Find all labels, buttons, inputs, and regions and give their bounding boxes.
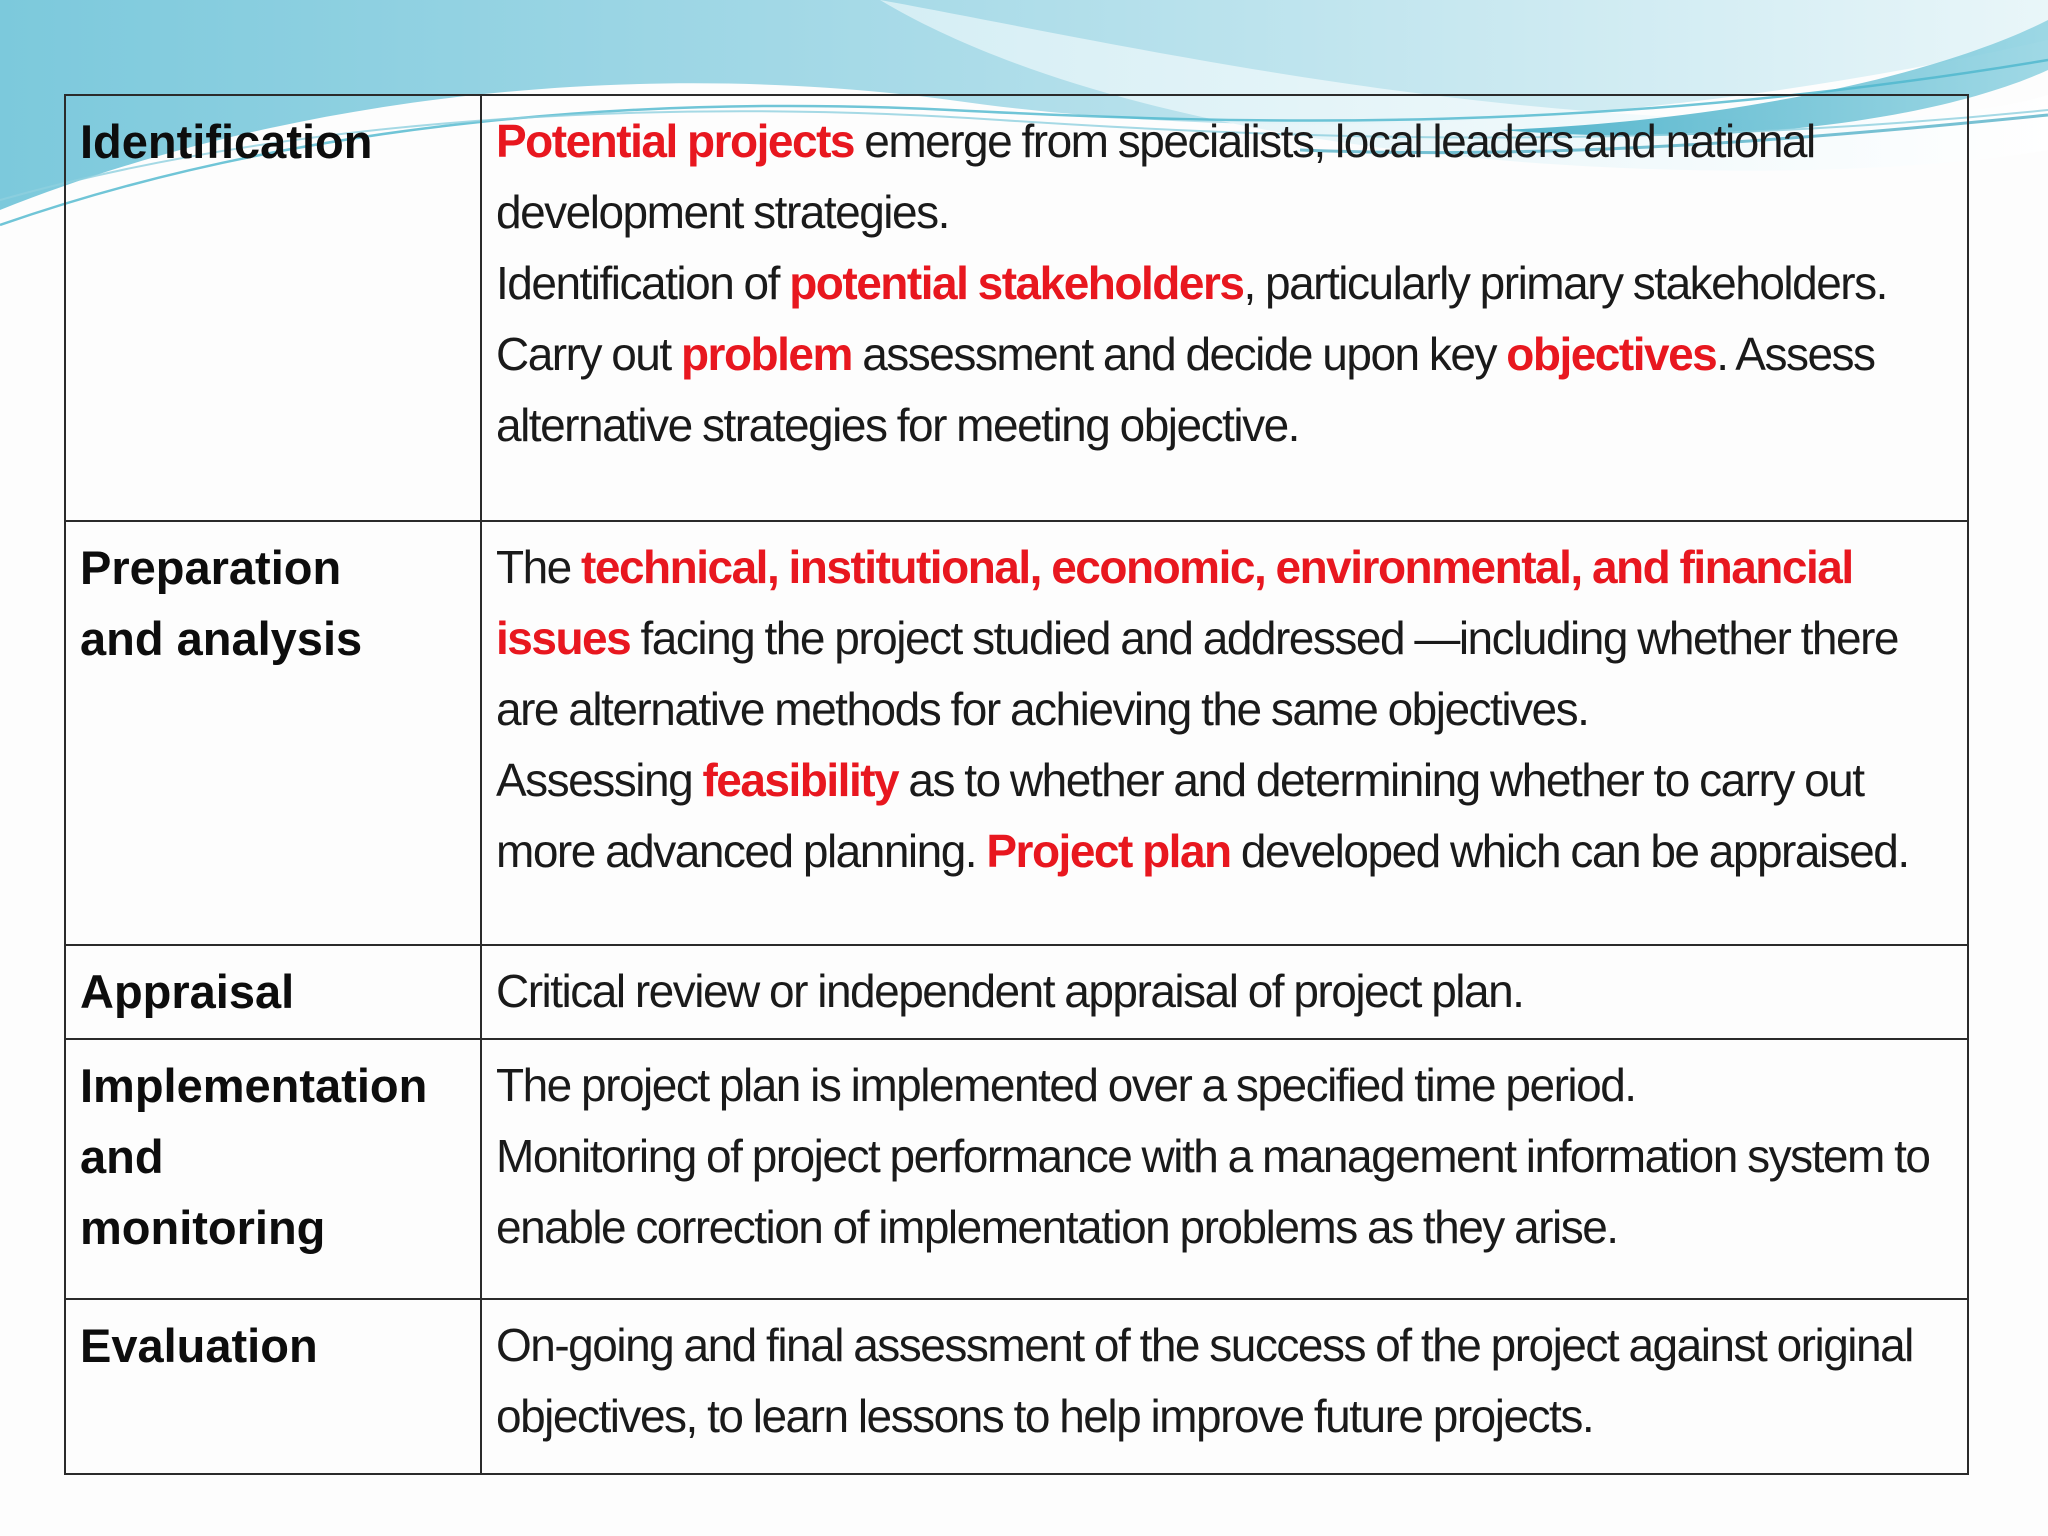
description-line <box>496 603 1951 674</box>
description-line <box>496 106 1951 177</box>
description-text: developed which can be appraised. <box>1230 825 1909 877</box>
description-text: Assessing <box>496 754 703 806</box>
description-text: The <box>496 541 582 593</box>
highlight-term: problem <box>680 328 852 380</box>
description-line <box>496 1381 1951 1452</box>
description-text: Monitoring of project performance with a management information system to <box>496 1130 1930 1182</box>
table-row <box>65 95 1968 521</box>
description-line <box>496 248 1951 319</box>
stage-label: Appraisal <box>65 945 481 1039</box>
description-text: Critical review or independent appraisal of project plan. <box>496 965 1524 1017</box>
description-text: . Assess <box>1716 328 1875 380</box>
description-line <box>496 816 1951 887</box>
description-text: Identification of <box>496 257 790 309</box>
description-text: emerge from specialists, local leaders and national <box>853 115 1815 167</box>
description-line <box>496 1310 1951 1381</box>
stage-label: Implementation and monitoring <box>65 1039 481 1299</box>
stage-label: Evaluation <box>65 1299 481 1474</box>
description-text: more advanced planning. <box>496 825 987 877</box>
description-text: enable correction of implementation problems as they arise. <box>496 1201 1618 1253</box>
highlight-term: technical, institutional, economic, environmental, and financial <box>581 541 1853 593</box>
description-text: are alternative methods for achieving the same objectives. <box>496 683 1589 735</box>
highlight-term: objectives <box>1506 328 1717 380</box>
table-row <box>65 1299 1968 1474</box>
description-line <box>496 1050 1951 1121</box>
highlight-term: Project plan <box>986 825 1231 877</box>
description-text: Carry out <box>496 328 681 380</box>
description-text: assessment and decide upon key <box>851 328 1507 380</box>
description-text: development strategies. <box>496 186 949 238</box>
description-text: as to whether and determining whether to carry out <box>898 754 1864 806</box>
highlight-term: Potential projects <box>496 115 854 167</box>
description-line <box>496 532 1951 603</box>
stage-description <box>481 95 1968 521</box>
description-text: , particularly primary stakeholders. <box>1243 257 1887 309</box>
table-row <box>65 945 1968 1039</box>
description-line <box>496 956 1951 1027</box>
description-line <box>496 319 1951 390</box>
description-text: On-going and final assessment of the success of the project against original <box>496 1319 1913 1371</box>
description-line <box>496 177 1951 248</box>
stage-description <box>481 1039 1968 1299</box>
stage-description <box>481 945 1968 1039</box>
description-text: The project plan is implemented over a specified time period. <box>496 1059 1636 1111</box>
description-text: objectives, to learn lessons to help improve future projects. <box>496 1390 1594 1442</box>
description-text: alternative strategies for meeting objective. <box>496 399 1299 451</box>
description-line <box>496 745 1951 816</box>
description-line <box>496 1192 1951 1263</box>
description-line <box>496 674 1951 745</box>
table-row <box>65 521 1968 945</box>
description-text: facing the project studied and addressed —including whether there <box>630 612 1898 664</box>
stage-description <box>481 1299 1968 1474</box>
highlight-term: issues <box>496 612 631 664</box>
stage-description <box>481 521 1968 945</box>
highlight-term: potential stakeholders <box>789 257 1244 309</box>
description-line <box>496 390 1951 461</box>
table-row <box>65 1039 1968 1299</box>
stage-label: Identification <box>65 95 481 521</box>
description-line <box>496 1121 1951 1192</box>
highlight-term: feasibility <box>702 754 899 806</box>
stage-label: Preparation and analysis <box>65 521 481 945</box>
project-cycle-table <box>64 94 1969 1475</box>
